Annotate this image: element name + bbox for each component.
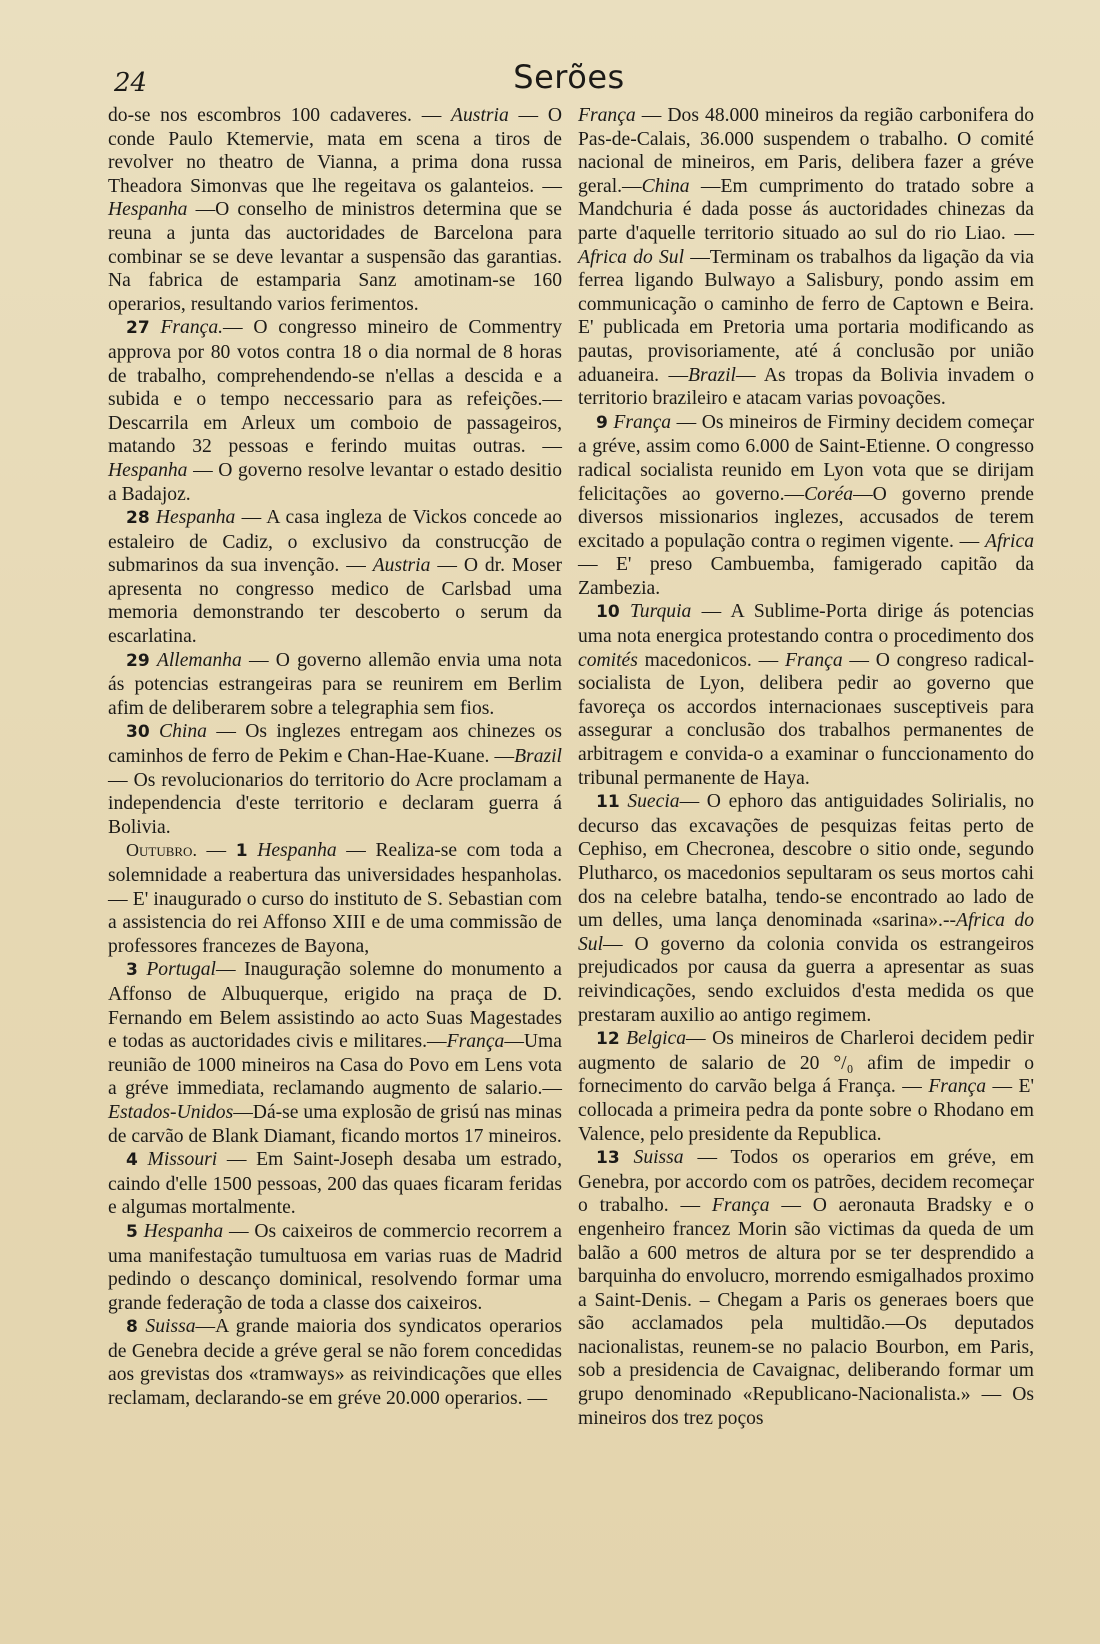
text-run: —O governo prende diversos missionarios inglezes, accusados de terem excitado a população contra o regimen vigente. — [578, 483, 1034, 552]
text-run: — E' collocada a primeira pedra da ponte sobre o Rhodano em Valence, pelo presidente da Republica. [578, 1076, 1035, 1145]
text-run: —Uma reunião de 1000 mineiros na Casa do Povo em Lens vota a gréve immediata, reclamando augmento de salario.— [108, 1031, 562, 1100]
place-name: Turquia [629, 601, 692, 623]
place-name: Hespanha [143, 1220, 224, 1242]
place-name: Africa do Sul [578, 246, 685, 268]
text-run: — E' preso Cambuemba, famigerado capitão da Zambezia. [578, 554, 1034, 599]
place-name: França [613, 411, 672, 433]
text-run: —O conselho de ministros determina que se reuna a junta das auctoridades de Barcelona para combinar se se deve levantar a suspensão das garantias. Na fabrica de estamparia Sanz amotinam-se 160 operarios, resultando varios ferimentos. [108, 199, 562, 315]
text-run: — O governo allemão envia uma nota ás potencias estrangeiras para se reunirem em Berlim afim de deliberarem sobre a telegraphia sem fios. [108, 649, 562, 719]
text-run: do-se nos escombros 100 cadaveres. — [108, 105, 452, 126]
place-name: Coréa [804, 483, 854, 505]
text-run: — Os revolucionarios do territorio do Acre proclamam a independencia d'este territorio e declaram guerra á Bolivia. [108, 769, 562, 838]
page-number: 24 [114, 68, 148, 98]
text-run [150, 721, 159, 742]
place-name: França [578, 105, 636, 126]
place-name: Hespanha [155, 507, 236, 529]
text-run: — O governo resolve levantar o estado desitio a Badajoz. [108, 459, 562, 505]
paragraph [578, 1146, 1034, 1430]
text-run: — Os mineiros de Firminy decidem começar a gréve, assim como 6.000 de Saint-Etienne. O congresso radical socialista reunido em Lyon vota que se dirijam felicitações ao governo.— [578, 411, 1034, 505]
place-name: Hespanha [108, 459, 188, 481]
text-run: — Todos os operarios em gréve, em Genebra, por accordo com os patrões, decidem recomeçar o trabalho. — [578, 1147, 1034, 1217]
date-number: 8 [126, 1317, 138, 1338]
running-title: Serões [513, 58, 625, 96]
text-run [620, 1147, 634, 1168]
place-name: França [928, 1076, 987, 1098]
place-name: Allemanha [156, 649, 242, 671]
left-column [108, 104, 562, 1411]
paragraph [578, 600, 1034, 790]
text-run: — Em Saint-Joseph desaba um estrado, caindo d'elle 1500 pessoas, 200 das quaes ficaram feridas e algumas mortalmente. [108, 1149, 562, 1219]
month-heading: Outubro. [126, 840, 197, 861]
date-number: 30 [126, 722, 150, 743]
date-number: 11 [596, 792, 620, 813]
paragraph [108, 1148, 562, 1220]
text-run: — O aeronauta Bradsky e o engenheiro francez Morin são victimas da queda de um balão a 600 metros de altura por se ter desprendido a barquinha do envolucro, morrendo esmigalhados proximo a Saint-Denis. – Chegam a Paris os generaes boers que são acclamados pela multidão.—Os deputados nacionalistas, reunem-se no palacio Bourbon, em Paris, sob a presidencia de Cavaignac, deliberando formar um grupo denominado «Republicano-Nacionalista.» — Os mineiros dos trez poços [578, 1195, 1034, 1429]
text-run: — Inauguração solemne do monumento a Affonso de Albuquerque, erigido na praça de D. Fernando em Belem assistindo ao acto Suas Magestades e todas as auctoridades civis e militares.— [108, 959, 562, 1053]
text-run [248, 840, 258, 861]
place-name: Brazil [688, 364, 736, 386]
date-number: 3 [126, 960, 138, 981]
text-run: — Os mineiros de Charleroi decidem pedir augmento de salario de 20 °/₀ afim de impedir o fornecimento do carvão belga á França. — [578, 1028, 1034, 1098]
text-run: — Realiza-se com toda a solemnidade a reabertura das universidades hespanholas.— E' inaugurado o curso do instituto de S. Sebastian com a assistencia do rei Affonso XIII e de uma commissão de professores francezes de Bayona, [108, 840, 563, 957]
text-run: — Os caixeiros de commercio recorrem a uma manifestação tumultuosa em varias ruas de Madrid pedindo o descanço dominical, resolvendo formar uma grande federação de toda a classe dos caixeiros. [108, 1220, 562, 1314]
text-run: — As tropas da Bolivia invadem o territorio brazileiro e atacam varias povoações. [578, 364, 1034, 410]
place-name: Portugal [146, 959, 216, 981]
paragraph [108, 649, 562, 721]
place-name: Suecia [627, 791, 680, 813]
paragraph [108, 506, 562, 649]
date-number: 28 [126, 508, 150, 529]
paragraph [108, 316, 562, 506]
place-name: Belgica [626, 1028, 687, 1050]
date-number: 1 [235, 841, 248, 862]
text-run [620, 601, 630, 622]
place-name: França. [160, 317, 224, 339]
date-number: 10 [596, 602, 620, 623]
text-run: — Dos 48.000 mineiros da região carbonifera do Pas-de-Calais, 36.000 suspendem o trabalho. O comité nacional de mineiros, em Paris, delibera fazer a gréve geral.— [578, 105, 1034, 197]
paragraph [108, 1315, 562, 1410]
place-name: Africa do Sul [578, 910, 1035, 955]
text-run: — O governo da colonia convida os estrangeiros prejudicados por causa da guerra a apresentar as suas reivindicações, sendo excluidos d'esta medida os que prestaram auxilio ao antigo regimem. [578, 933, 1034, 1026]
text-run: — O conde Paulo Ktemervie, mata em scena a tiros de revolver no theatro de Vianna, a prima dona russa Theadora Simonvas que lhe regeitava os galanteios. — [108, 105, 562, 197]
place-name: Missouri [147, 1149, 218, 1171]
paragraph [108, 720, 562, 839]
paragraph [108, 958, 562, 1148]
date-number: 29 [126, 650, 150, 671]
place-name: França [446, 1031, 505, 1053]
page-header [108, 56, 1030, 100]
date-number: 13 [596, 1148, 620, 1169]
paragraph [578, 104, 1034, 411]
text-run: — A Sublime-Porta dirige ás potencias uma nota energica protestando contra o procedimento dos [578, 601, 1034, 648]
place-name: Suissa [633, 1147, 684, 1169]
paragraph [108, 839, 562, 958]
text-run: — O congreso radical-socialista de Lyon, delibera pedir ao governo que favoreça os accordos internacionaes susceptiveis para assegurar a conclusão dos trabalhos permanentes de arbitragem e convida-o a examinar o funccionamento do tribunal permanente de Haya. [578, 649, 1034, 789]
text-run [138, 1149, 148, 1170]
paragraph [108, 104, 562, 316]
place-name: França [711, 1195, 770, 1217]
text-run: macedonicos. — [637, 649, 785, 671]
text-run [150, 317, 161, 338]
text-run: —Em cumprimento do tratado sobre a Mandchuria é dada posse ás auctoridades chinezas da parte d'aquelle territorio situado ao sul do rio Liao. — [578, 175, 1034, 244]
place-name: Africa [985, 530, 1034, 552]
text-run: — Os inglezes entregam aos chinezes os caminhos de ferro de Pekim e Chan-Hae-Kuane. — [108, 721, 562, 768]
place-name: China [641, 175, 690, 197]
text-run: — O dr. Moser apresenta no congresso medico de Carlsbad uma memoria demonstrando ter descoberto o serum da escarlatina. [108, 555, 562, 648]
date-number: 9 [596, 412, 608, 433]
date-number: 4 [126, 1150, 138, 1171]
date-number: 5 [126, 1221, 138, 1242]
place-name: Estados-Unidos [108, 1101, 234, 1123]
place-name: Austria [372, 555, 431, 577]
text-run: — O congresso mineiro de Commentry approva por 80 votos contra 18 o dia normal de 8 horas de trabalho, comprehendendo-se n'ellas a descida e a subida e o tempo neccessario para as refeições.— Descarrila em Arleux um comboio de passageiros, matando 32 pessoas e ferindo muitas outras. — [108, 317, 562, 458]
right-column [578, 104, 1034, 1430]
text-run: — O ephoro das antiguidades Solirialis, no decurso das excavações de pesquizas feitas perto de Cephiso, em Checronea, descobre o sitio onde, segundo Plutharco, os macedonios sepultaram os seus mortos cahi dos na celebre batalha, tendo-se encontrado ao lado de um delles, uma lança denominada «sarina».-- [578, 791, 1034, 932]
paragraph [108, 1220, 562, 1315]
text-run: — [196, 840, 236, 862]
text-run: —Terminam os trabalhos da ligação da via ferrea ligando Bulwayo a Salisbury, pondo assim em communicação o caminho de ferro de Captown e Beira. E' publicada em Pretoria uma portaria modificando as pautas, provisoriamente, até á conclusão por união aduaneira. — [578, 246, 1034, 386]
place-name: Austria [451, 105, 509, 126]
date-number: 27 [126, 318, 150, 339]
place-name: Brazil [514, 746, 562, 768]
place-name: Hespanha [257, 840, 337, 862]
paragraph [578, 1027, 1034, 1146]
place-name: França [784, 649, 843, 671]
date-number: 12 [596, 1029, 620, 1050]
place-name: China [159, 721, 207, 743]
paragraph [578, 790, 1034, 1027]
place-name: comités [578, 649, 638, 671]
paragraph [578, 411, 1034, 601]
text-run [150, 650, 157, 671]
text-run: —Dá-se uma explosão de grisú nas minas de carvão de Blank Diamant, ficando mortos 17 mineiros. [108, 1101, 562, 1147]
place-name: Hespanha [108, 199, 188, 221]
place-name: Suissa [145, 1316, 196, 1338]
text-run: —A grande maioria dos syndicatos operarios de Genebra decide a gréve geral se não forem concedidas aos grevistas dos «tramways» as reivindicações que elles reclamam, declarando-se em gréve 20.000 operarios. — [108, 1316, 562, 1410]
text-run: — A casa ingleza de Vickos concede ao estaleiro de Cadiz, o exclusivo da construcção de submarinos da sua invenção. — [108, 507, 563, 577]
